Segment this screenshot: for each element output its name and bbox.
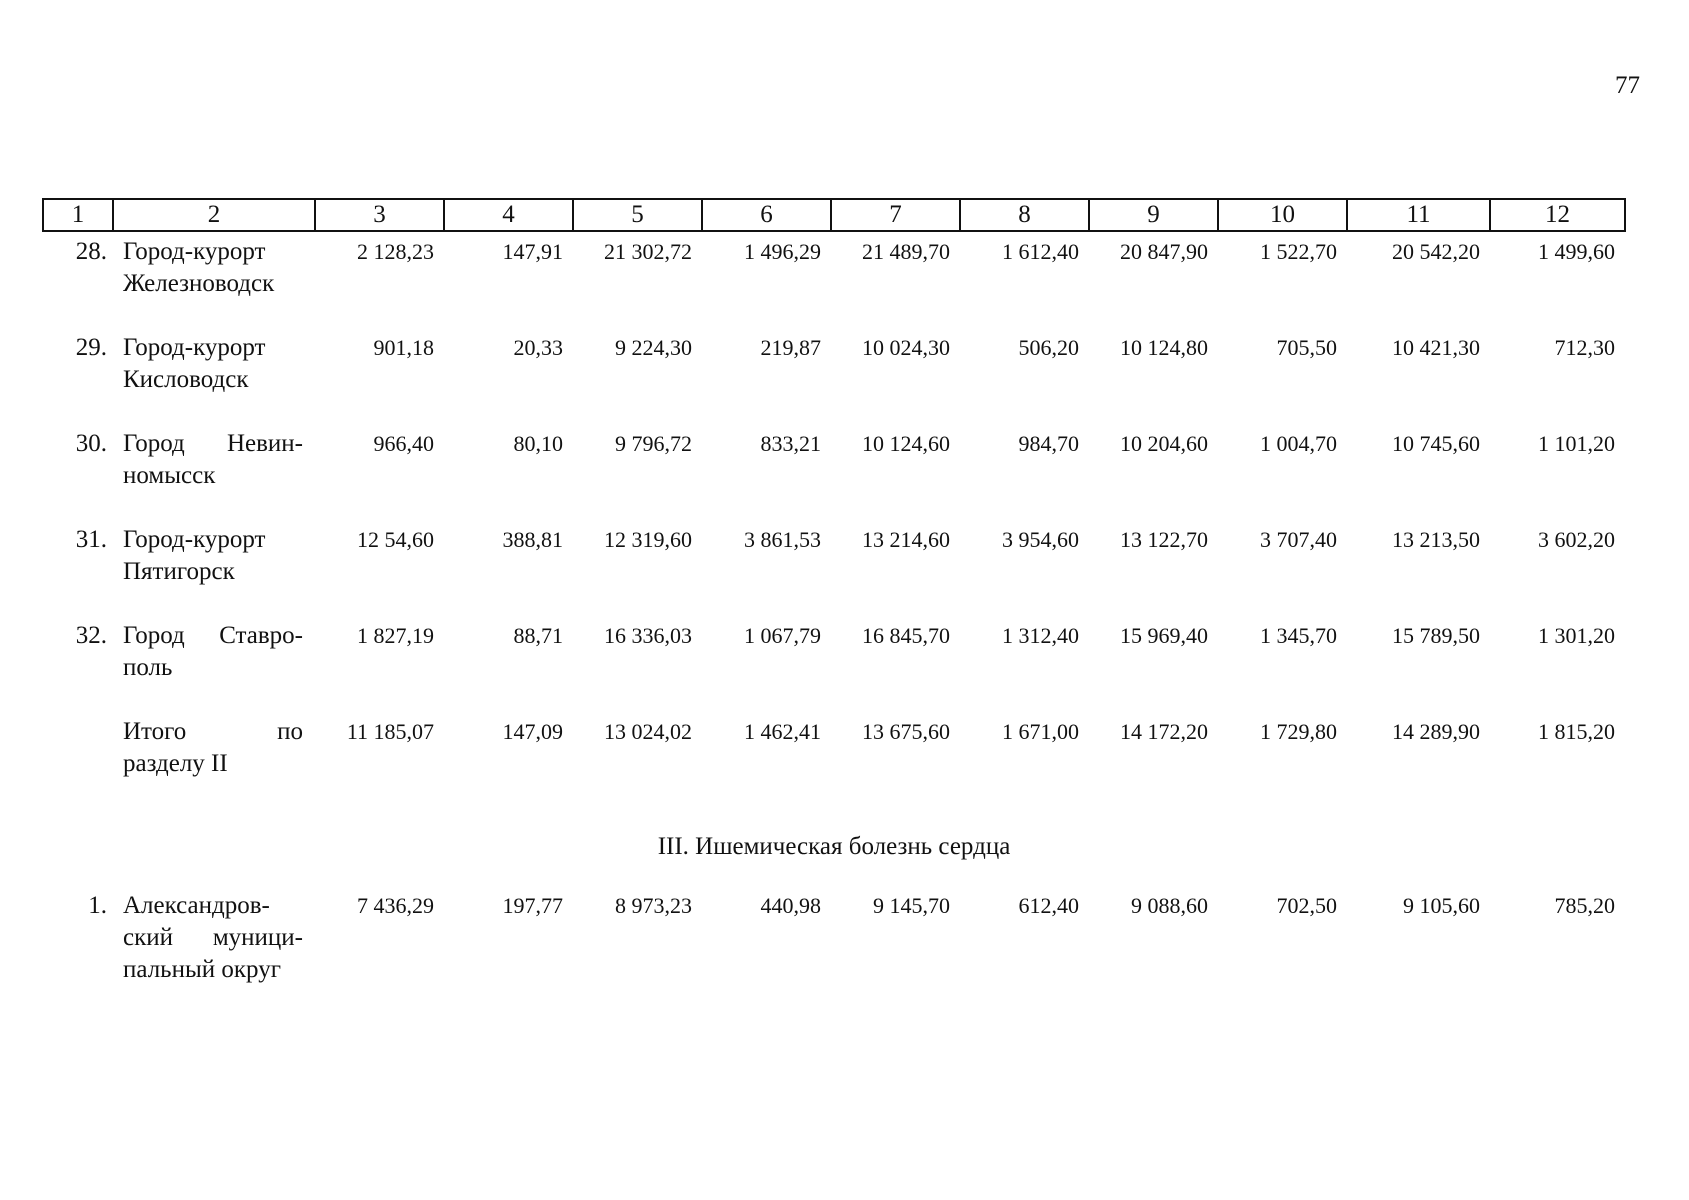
value-cell-col-12: 1 101,20 [1538,431,1615,456]
value-cell-col-7: 9 145,70 [873,893,950,918]
value-cell-col-10: 1 522,70 [1260,239,1337,264]
value-cell-col-6: 1 496,29 [744,239,821,264]
value-cell-col-11: 13 213,50 [1392,527,1480,552]
value-cell-col-9: 20 847,90 [1120,239,1208,264]
value-cell-col-11: 9 105,60 [1403,893,1480,918]
row-number: 31. [75,526,107,553]
value-cell-col-10: 702,50 [1276,893,1337,918]
value-cell-col-11: 20 542,20 [1392,239,1480,264]
value-cell-col-6: 1 067,79 [744,623,821,648]
row-number: 30. [75,430,107,457]
value-cell-col-4: 20,33 [513,335,563,360]
value-cell-col-10: 705,50 [1276,335,1337,360]
value-cell-col-4: 147,91 [502,239,563,264]
value-cell-col-9: 10 124,80 [1120,335,1208,360]
table-body [43,231,1625,986]
value-cell-col-8: 612,40 [1018,893,1079,918]
value-cell-col-10: 1 004,70 [1260,431,1337,456]
value-cell-col-4: 197,77 [502,893,563,918]
value-cell-col-7: 13 675,60 [862,719,950,744]
value-cell-col-7: 10 024,30 [862,335,950,360]
value-cell-col-9: 9 088,60 [1131,893,1208,918]
value-cell-col-11: 10 745,60 [1392,431,1480,456]
value-cell-col-5: 9 796,72 [615,431,692,456]
value-cell-col-11: 14 289,90 [1392,719,1480,744]
value-cell-col-7: 10 124,60 [862,431,950,456]
row-number: 29. [75,334,107,361]
header-col-11: 11 [1347,199,1490,231]
table-row [43,231,1625,332]
row-number [43,716,113,812]
territory-name: Город-курорт Кисловодск [123,334,266,393]
value-cell-col-6: 833,21 [760,431,821,456]
value-cell-col-12: 1 301,20 [1538,623,1615,648]
value-cell-col-4: 88,71 [513,623,563,648]
value-cell-col-12: 1 499,60 [1538,239,1615,264]
value-cell-col-10: 3 707,40 [1260,527,1337,552]
value-cell-col-3: 7 436,29 [357,893,434,918]
value-cell-col-11: 10 421,30 [1392,335,1480,360]
territory-name: Город Невин-номысск [123,430,303,489]
value-cell-col-12: 3 602,20 [1538,527,1615,552]
territory-name: Город-курорт Железноводск [123,238,275,297]
header-col-9: 9 [1089,199,1218,231]
value-cell-col-5: 9 224,30 [615,335,692,360]
value-cell-col-5: 21 302,72 [604,239,692,264]
header-col-5: 5 [573,199,702,231]
table-row [43,524,1625,620]
header-row [43,199,1625,231]
value-cell-col-9: 13 122,70 [1120,527,1208,552]
value-cell-col-8: 1 312,40 [1002,623,1079,648]
section-title: III. Ишемическая болезнь сердца [657,833,1011,860]
statistics-table [42,198,1626,986]
value-cell-col-10: 1 729,80 [1260,719,1337,744]
value-cell-col-8: 506,20 [1018,335,1079,360]
value-cell-col-3: 1 827,19 [357,623,434,648]
value-cell-col-8: 1 671,00 [1002,719,1079,744]
value-cell-col-9: 10 204,60 [1120,431,1208,456]
value-cell-col-10: 1 345,70 [1260,623,1337,648]
value-cell-col-3: 901,18 [373,335,434,360]
header-col-4: 4 [444,199,573,231]
section-heading-row [43,812,1625,882]
value-cell-col-5: 12 319,60 [604,527,692,552]
page-number: 77 [1615,72,1640,99]
value-cell-col-6: 3 861,53 [744,527,821,552]
territory-name: Итого по разделу II [123,718,303,777]
value-cell-col-12: 1 815,20 [1538,719,1615,744]
territory-name: Александров-ский муници-пальный округ [123,892,303,983]
header-col-2: 2 [113,199,315,231]
table-header [43,199,1625,231]
value-cell-col-3: 966,40 [373,431,434,456]
header-col-3: 3 [315,199,444,231]
value-cell-col-7: 21 489,70 [862,239,950,264]
value-cell-col-8: 3 954,60 [1002,527,1079,552]
value-cell-col-4: 147,09 [502,719,563,744]
value-cell-col-5: 13 024,02 [604,719,692,744]
value-cell-col-12: 712,30 [1554,335,1615,360]
value-cell-col-4: 388,81 [502,527,563,552]
value-cell-col-8: 1 612,40 [1002,239,1079,264]
table-row [43,428,1625,524]
row-number: 32. [75,622,107,649]
header-col-8: 8 [960,199,1089,231]
value-cell-col-6: 440,98 [760,893,821,918]
header-col-12: 12 [1490,199,1625,231]
row-number: 28. [75,238,107,265]
value-cell-col-12: 785,20 [1554,893,1615,918]
table-row [43,332,1625,428]
value-cell-col-3: 2 128,23 [357,239,434,264]
value-cell-col-4: 80,10 [513,431,563,456]
table-row [43,716,1625,812]
value-cell-col-9: 15 969,40 [1120,623,1208,648]
value-cell-col-9: 14 172,20 [1120,719,1208,744]
value-cell-col-3: 12 54,60 [357,527,434,552]
header-col-6: 6 [702,199,831,231]
table-row [43,620,1625,716]
value-cell-col-3: 11 185,07 [346,719,434,744]
header-col-7: 7 [831,199,960,231]
value-cell-col-5: 16 336,03 [604,623,692,648]
value-cell-col-11: 15 789,50 [1392,623,1480,648]
value-cell-col-7: 13 214,60 [862,527,950,552]
header-col-10: 10 [1218,199,1347,231]
row-number: 1. [88,892,107,919]
header-col-1: 1 [43,199,113,231]
value-cell-col-5: 8 973,23 [615,893,692,918]
value-cell-col-6: 1 462,41 [744,719,821,744]
territory-name: Город Ставро-поль [123,622,303,681]
territory-name: Город-курорт Пятигорск [123,526,266,585]
table-row [43,882,1625,986]
value-cell-col-7: 16 845,70 [862,623,950,648]
value-cell-col-8: 984,70 [1018,431,1079,456]
value-cell-col-6: 219,87 [760,335,821,360]
